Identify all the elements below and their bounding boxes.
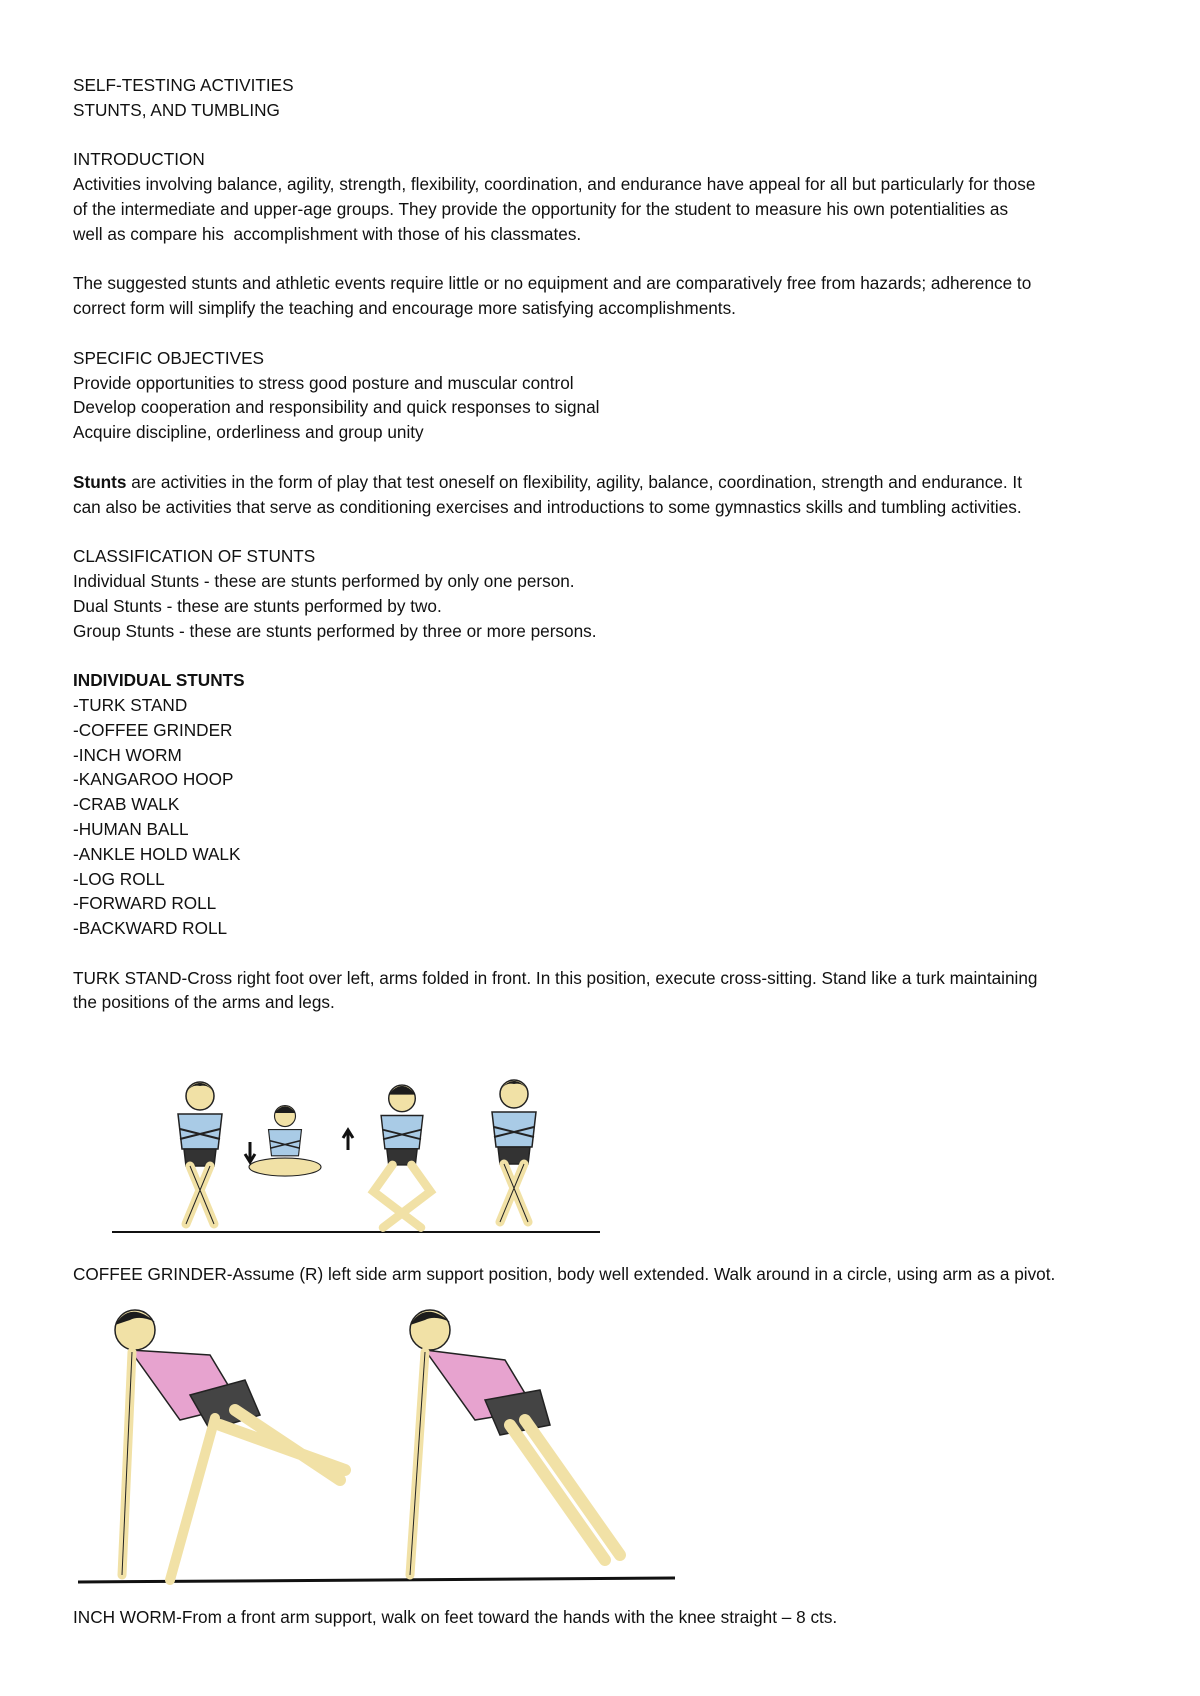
inch-worm-description: INCH WORM-From a front arm support, walk on feet toward the hands with the knee straight – 8 cts. (73, 1607, 838, 1627)
classification-item: Individual Stunts - these are stunts performed by only one person. (73, 570, 575, 591)
intro-paragraph-line: Activities involving balance, agility, strength, flexibility, coordination, and endurance have appeal for all but particularly for those (73, 174, 1036, 195)
classification-item: Group Stunts - these are stunts performed by three or more persons. (73, 620, 597, 641)
stunt-list-item: -CRAB WALK (73, 794, 180, 815)
intro-paragraph-line: well as compare his accomplishment with those of his classmates. (73, 223, 582, 244)
stunt-list-item: -KANGAROO HOOP (73, 769, 234, 790)
intro-paragraph-line: of the intermediate and upper-age groups. They provide the opportunity for the student to measure his own potentialities as (73, 198, 1009, 219)
objective-item: Provide opportunities to stress good posture and muscular control (73, 372, 574, 393)
coffee-grinder-illustration (70, 1300, 690, 1590)
stunt-list-item: -INCH WORM (73, 744, 182, 765)
stunt-list-item: -BACKWARD ROLL (73, 918, 228, 939)
inch-worm-block (73, 1605, 1133, 1630)
individual-stunts-heading: INDIVIDUAL STUNTS (73, 670, 245, 691)
objective-item: Acquire discipline, orderliness and group unity (73, 422, 424, 443)
stunts-definition-line: can also be activities that serve as conditioning exercises and introductions to some gymnastics skills and tumbling activities. (73, 496, 1022, 517)
turk-stand-illustration (100, 1032, 610, 1242)
stunt-list-item: -FORWARD ROLL (73, 893, 217, 914)
objectives-heading: SPECIFIC OBJECTIVES (73, 347, 265, 368)
stunt-list-item: -ANKLE HOLD WALK (73, 843, 241, 864)
stunt-list-item: -TURK STAND (73, 694, 188, 715)
stunts-definition-line (73, 470, 1133, 495)
stunts-term: Stunts (73, 471, 127, 492)
intro-paragraph-line: correct form will simplify the teaching and encourage more satisfying accomplishments. (73, 298, 736, 319)
coffee-grinder-description: COFFEE GRINDER-Assume (R) left side arm support position, body well extended. Walk around in a circle, using arm as a pivot. (73, 1264, 1056, 1284)
introduction-heading: INTRODUCTION (73, 149, 205, 170)
turk-stand-description: the positions of the arms and legs. (73, 992, 335, 1013)
stunt-list-item: -COFFEE GRINDER (73, 719, 233, 740)
doc-title-line1: SELF-TESTING ACTIVITIES (73, 75, 294, 95)
stunt-list-item: -LOG ROLL (73, 868, 165, 889)
turk-stand-description: TURK STAND-Cross right foot over left, arms folded in front. In this position, execute cross-sitting. Stand like a turk maintaining (73, 967, 1038, 988)
classification-heading: CLASSIFICATION OF STUNTS (73, 546, 316, 567)
classification-item: Dual Stunts - these are stunts performed by two. (73, 595, 442, 616)
coffee-grinder-block (73, 1262, 1133, 1287)
intro-paragraph-line: The suggested stunts and athletic events require little or no equipment and are comparatively free from hazards; adherence to (73, 273, 1032, 294)
doc-title-line2: STUNTS, AND TUMBLING (73, 99, 280, 120)
stunts-definition-text: are activities in the form of play that test oneself on flexibility, agility, balance, coordination, strength and endurance. It (126, 471, 1022, 492)
document-page (73, 73, 1133, 1015)
objective-item: Develop cooperation and responsibility and quick responses to signal (73, 397, 600, 418)
stunt-list-item: -HUMAN BALL (73, 818, 189, 839)
